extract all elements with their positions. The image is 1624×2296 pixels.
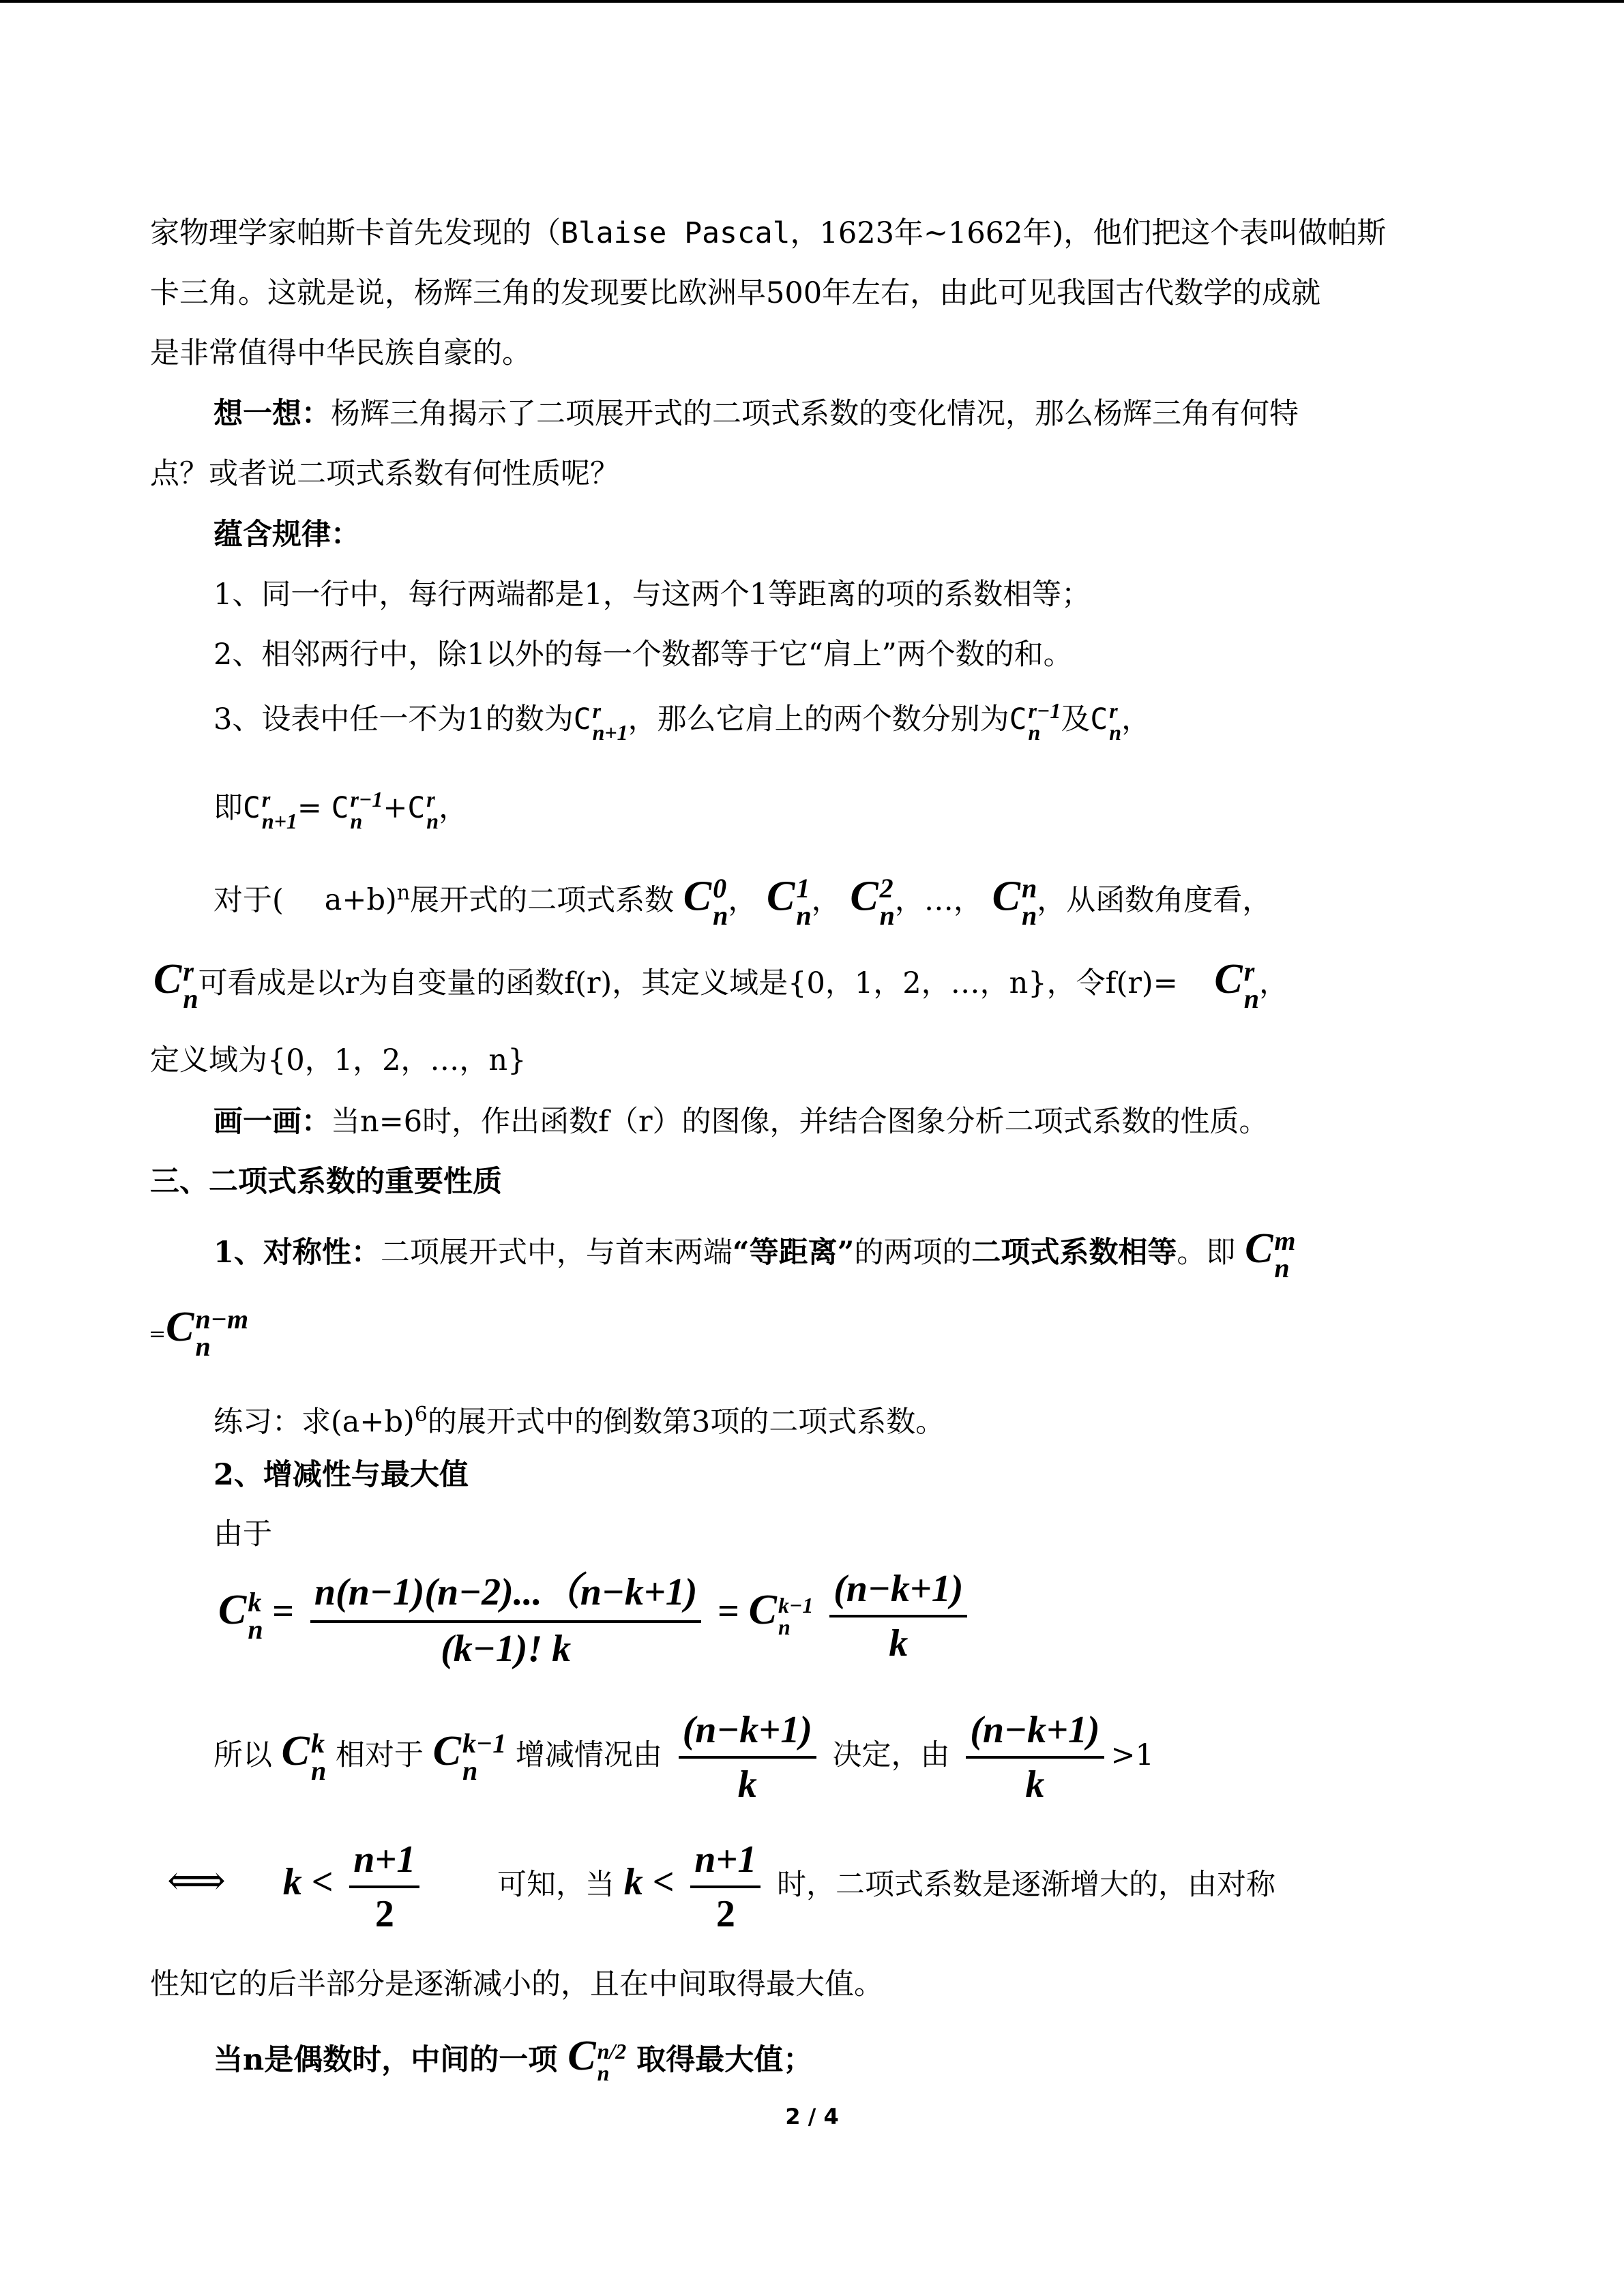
draw-label: 画一画： <box>213 1105 331 1139</box>
paragraph-line-2: 卡三角。这就是说，杨辉三角的发现要比欧洲早500年左右，由此可见我国古代数学的成就 <box>150 276 1321 310</box>
binom-cnm: C <box>166 1304 194 1350</box>
ratio-formula: C k n = $\frac{n(n-1)(n-2)...(n-k+1)}{(k-1)! k}$ = C k−1 n $\frac{(n-k+1)}{k}$ <box>218 1562 974 1671</box>
think-text: 杨辉三角揭示了二项展开式的二项式系数的变化情况，那么杨辉三角有何特 <box>331 397 1299 431</box>
binom-c2: C <box>850 873 879 920</box>
think-line-1 <box>213 393 1299 434</box>
text: ，1623年~1662年)，他们把这个表叫做帕斯 <box>790 216 1387 250</box>
binom-cr: C <box>1214 956 1243 1002</box>
page-number: 2 / 4 <box>785 2104 839 2130</box>
function-line-3: 定义域为{0，1，2，…，n} <box>150 1043 527 1077</box>
fraction-cond: $\frac{n+1}{2}$ <box>690 1838 761 1936</box>
script: r−1 n <box>1028 698 1061 745</box>
rule-3 <box>213 699 1151 743</box>
since-line: 由于 <box>213 1517 272 1551</box>
fraction-factor: $\frac{(n-k+1)}{k}$ <box>829 1567 967 1665</box>
think-line-2: 点？或者说二项式系数有何性质呢？ <box>150 457 619 491</box>
rules-heading: 蕴含规律： <box>213 518 360 552</box>
text: ，那么它肩上的两个数分别为 <box>628 702 1009 736</box>
paragraph-line-1 <box>150 213 1386 254</box>
script: r n+1 <box>261 787 297 833</box>
fraction-cond: $\frac{n+1}{2}$ <box>349 1838 419 1936</box>
c-symbol: C <box>1009 702 1027 736</box>
monotone-conclusion: 性知它的后半部分是逐渐减小的，且在中间取得最大值。 <box>150 1967 883 2001</box>
fraction-b: $\frac{(n-k+1)}{k}$ <box>966 1708 1104 1806</box>
binom-cr: C <box>153 956 182 1002</box>
rule-identity: 即C r n+1 = C r−1 n +C r n ， <box>213 787 469 833</box>
fraction-a: $\frac{(n-k+1)}{k}$ <box>679 1708 816 1806</box>
text: 家物理学家帕斯卡首先发现的（ <box>150 216 561 250</box>
binom-cm: C <box>1245 1225 1273 1272</box>
fraction-main: $\frac{n(n-1)(n-2)...(n-k+1)}{(k-1)! k}$ <box>310 1562 702 1671</box>
exercise-line: 练习：求$(a+b)^6$的展开式中的倒数第3项的二项式系数。 <box>213 1403 945 1440</box>
c-symbol: C <box>1090 702 1108 736</box>
comparison-line: 所以 C k n 相对于 C k−1 n 增减情况由 $\frac{(n-k+1)}{k}$ 决定，由 $\frac{(n-k+1)}{k}$ >1 <box>213 1709 1154 1806</box>
rule-2: 2、相邻两行中，除1以外的每一个数都等于它“肩上”两个数的和。 <box>213 638 1073 672</box>
think-label: 想一想： <box>213 397 331 431</box>
rule-1: 1、同一行中，每行两端都是1，与这两个1等距离的项的系数相等； <box>213 578 1091 612</box>
c-symbol: C <box>407 791 426 825</box>
binom-c1: C <box>767 873 795 920</box>
function-line-2: C r n 可看成是以r为自变量的函数f(r)，其定义域是{0，1，2，…，n}，令f(r)= C r n ， <box>153 956 1289 1014</box>
function-line-1: 对于( a+b)$^n$展开式的二项式系数 C 0 n ， C 1 n ， C 2 n ，…， C n n ，从函数角度看， <box>213 873 1272 931</box>
script: r−1 n <box>350 787 383 833</box>
iff-symbol: ⟺ <box>167 1857 226 1905</box>
script: r n <box>1109 698 1122 745</box>
symmetry-eq: =C n−m n <box>149 1304 249 1362</box>
top-border-line <box>0 0 1624 3</box>
even-case-line: 当n是偶数时，中间的一项 C n/2 n 取得最大值； <box>213 2033 813 2085</box>
symmetry-line: 1、对称性：二项展开式中，与首末两端“等距离”的两项的二项式系数相等。即 C m n <box>213 1225 1296 1283</box>
monotone-title: 2、增减性与最大值 <box>213 1458 469 1492</box>
section-title: 三、二项式系数的重要性质 <box>150 1165 502 1199</box>
text: 即 <box>213 791 243 825</box>
paragraph-line-3: 是非常值得中华民族自豪的。 <box>150 336 531 370</box>
draw-line: 画一画：当n=6时，作出函数f（r）的图像，并结合图象分析二项式系数的性质。 <box>213 1105 1269 1139</box>
c-symbol: C <box>331 791 349 825</box>
text: 及 <box>1061 702 1091 736</box>
binom-c0: C <box>683 873 712 920</box>
c-symbol: C <box>243 791 261 825</box>
latin-name: Blaise Pascal <box>561 216 791 250</box>
condition-line: ⟺ k < $\frac{n+1}{2}$ 可知，当 k < $\frac{n+1}{2}$ 时，二项式系数是逐渐增大的，由对称 <box>167 1838 1276 1935</box>
c-symbol: C <box>573 702 591 736</box>
text: 3、设表中任一不为1的数为 <box>213 702 574 736</box>
script: r n+1 <box>592 698 628 745</box>
text: ， <box>1121 702 1151 736</box>
script: r n <box>426 787 439 833</box>
binom-cn: C <box>992 873 1020 920</box>
